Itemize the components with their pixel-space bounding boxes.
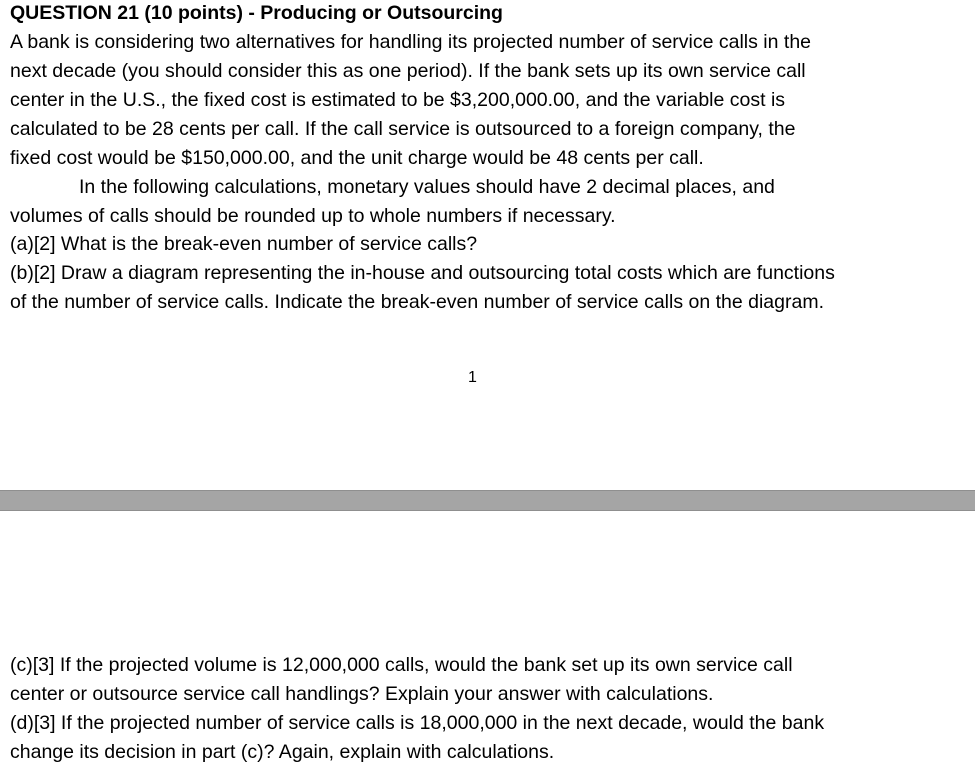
- part-b-question-line: of the number of service calls. Indicate the break-even number of service calls on the diagram.: [10, 291, 824, 313]
- page-separator: [0, 490, 975, 511]
- paragraph-line: fixed cost would be $150,000.00, and the unit charge would be 48 cents per call.: [10, 147, 704, 169]
- part-b-question-line: (b)[2] Draw a diagram representing the in-house and outsourcing total costs which are functions: [10, 262, 835, 284]
- paragraph-line: next decade (you should consider this as one period). If the bank sets up its own service call: [10, 60, 806, 82]
- part-a-question: (a)[2] What is the break-even number of service calls?: [10, 233, 478, 255]
- part-d-question-line: (d)[3] If the projected number of service calls is 18,000,000 in the next decade, would the bank: [10, 712, 825, 734]
- instruction-line: volumes of calls should be rounded up to whole numbers if necessary.: [10, 205, 616, 227]
- document-page-2: [0, 511, 975, 772]
- paragraph-line: center in the U.S., the fixed cost is estimated to be $3,200,000.00, and the variable cost is: [10, 89, 786, 111]
- part-c-question-line: center or outsource service call handlings? Explain your answer with calculations.: [10, 683, 714, 705]
- instruction-line: In the following calculations, monetary values should have 2 decimal places, and: [79, 176, 775, 198]
- paragraph-line: calculated to be 28 cents per call. If the call service is outsourced to a foreign company, the: [10, 118, 796, 140]
- question-title: QUESTION 21 (10 points) - Producing or Outsourcing: [10, 2, 503, 24]
- part-d-question-line: change its decision in part (c)? Again, explain with calculations.: [10, 741, 555, 763]
- part-c-question-line: (c)[3] If the projected volume is 12,000,000 calls, would the bank set up its own service call: [10, 654, 793, 676]
- page-number: 1: [468, 369, 477, 386]
- paragraph-line: A bank is considering two alternatives for handling its projected number of service calls in the: [10, 31, 812, 53]
